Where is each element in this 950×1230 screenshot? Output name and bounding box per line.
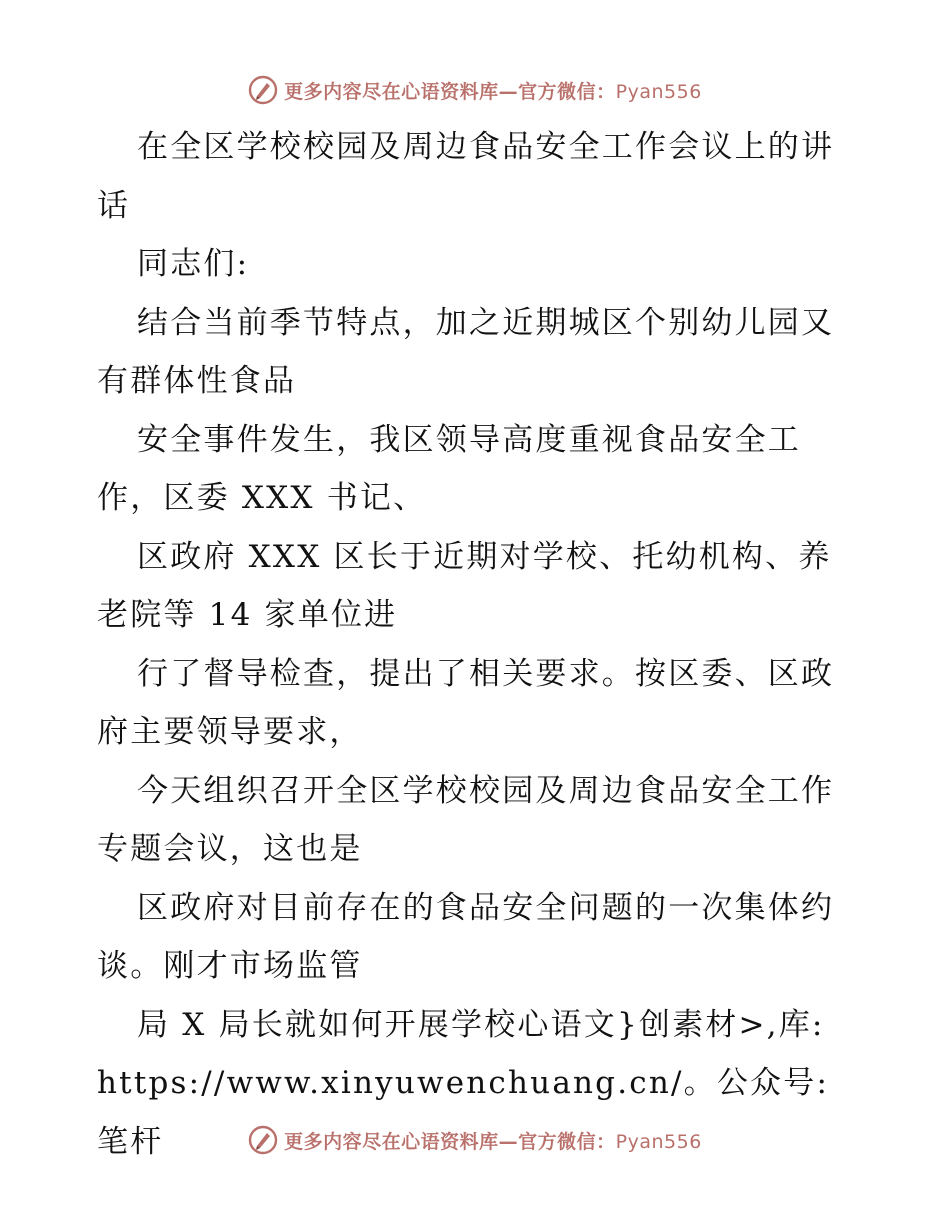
text-line: 有群体性食品 (97, 363, 297, 399)
text-line: 局 X 局长就如何开展学校心语文}创素材>,库: (137, 1006, 825, 1043)
text-line: 作，区委 XXX 书记、 (97, 480, 427, 516)
header-watermark (0, 70, 950, 110)
text-line: https://www.xinyuwenchuang.cn/。公众号: 笔杆 (97, 1065, 830, 1160)
pen-logo-icon (248, 75, 278, 105)
document-body (97, 118, 857, 1171)
text-line: 区政府对目前存在的食品安全问题的一次集体约 (137, 889, 835, 926)
text-line: 在全区学校校园及周边食品安全工作会议上的讲 (137, 129, 835, 165)
footer-watermark (0, 1120, 950, 1160)
text-line: 区政府 XXX 区长于近期对学校、托幼机构、养 (137, 538, 832, 575)
text-line: 府主要领导要求， (97, 714, 363, 750)
text-line: 今天组织召开全区学校校园及周边食品安全工作 (137, 772, 835, 809)
watermark-text: 更多内容尽在心语资料库—官方微信：Pyan556 (284, 80, 702, 103)
text-line: 结合当前季节特点，加之近期城区个别幼儿园又 (137, 304, 835, 341)
text-line: 话 (97, 187, 131, 224)
text-line: 安全事件发生，我区领导高度重视食品安全工 (137, 421, 801, 458)
text-line: 专题会议，这也是 (97, 831, 363, 867)
text-line: 谈。刚才市场监管 (97, 948, 363, 984)
text-line: 同志们: (137, 246, 250, 282)
pen-logo-icon (248, 1125, 278, 1155)
text-line: 行了督导检查，提出了相关要求。按区委、区政 (137, 655, 835, 692)
watermark-text: 更多内容尽在心语资料库—官方微信：Pyan556 (284, 1130, 702, 1153)
text-line: 老院等 14 家单位进 (97, 597, 398, 633)
